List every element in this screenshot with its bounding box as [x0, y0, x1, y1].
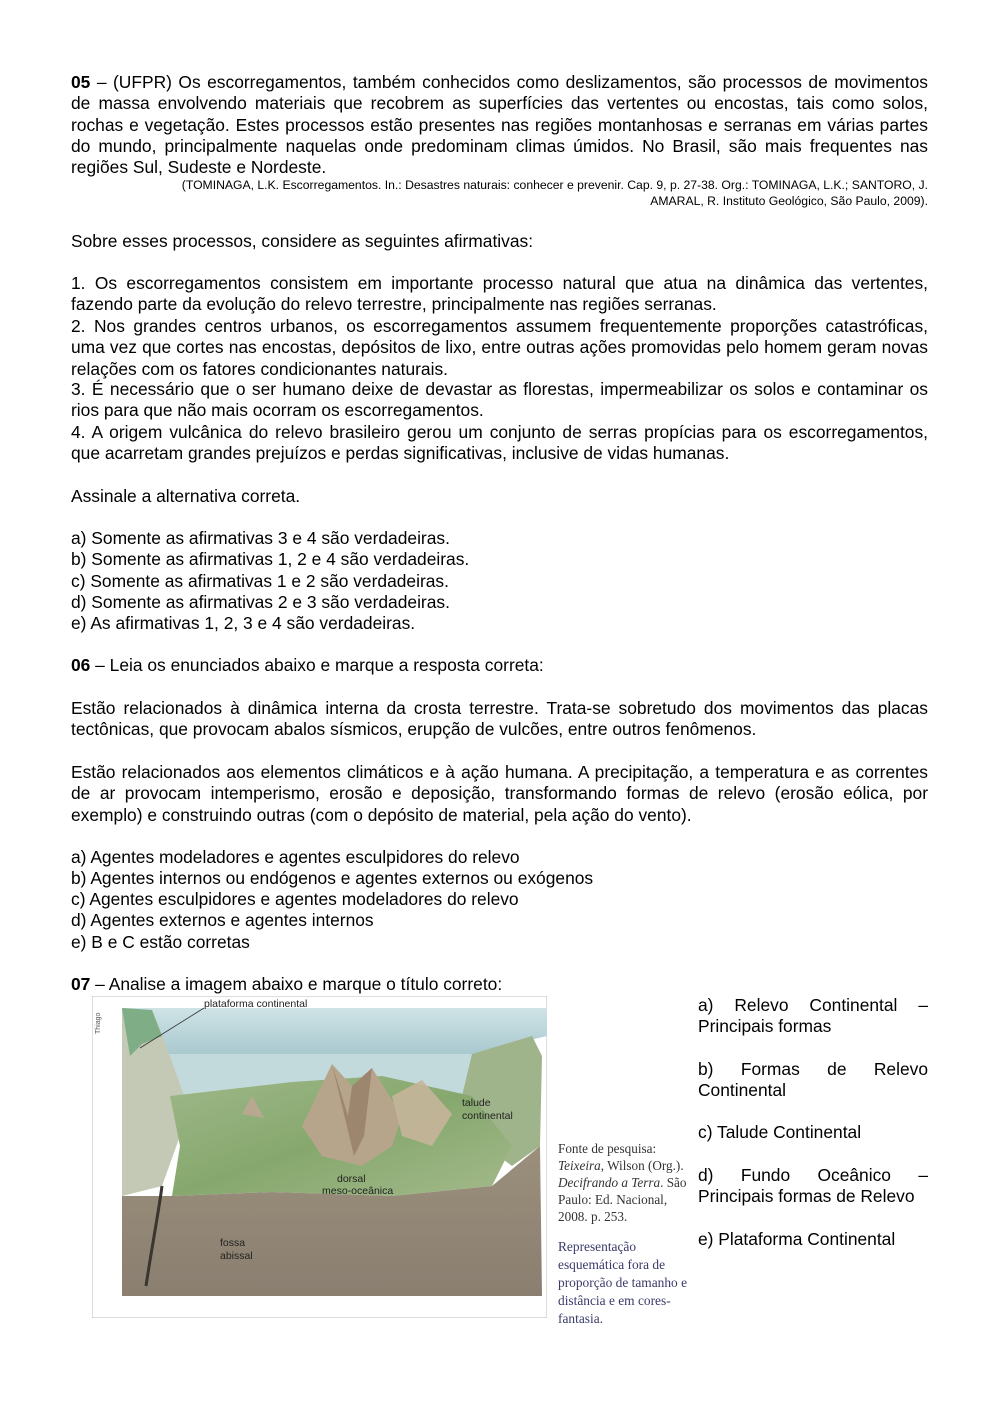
label-fossa-1: fossa: [220, 1237, 246, 1249]
side-credit: Thiago: [95, 1012, 102, 1034]
label-talude-1: talude: [462, 1097, 491, 1109]
q06-paragraph-2: Estão relacionados aos elementos climáticos e à ação humana. A precipitação, a temperatura e as correntes de ar provocam intemperismo, erosão e deposição, transformando formas de relevo (erosão eólica, por exemplo) e construindo outras (com o depósito de material, pela ação do vento).: [71, 762, 928, 825]
label-fossa-2: abissal: [220, 1250, 253, 1262]
q05-statement-4: 4. A origem vulcânica do relevo brasileiro gerou um conjunto de serras propícias para os escorregamentos, que acarretam grandes prejuízos e perdas significativas, inclusive de vidas humanas.: [71, 422, 928, 464]
q06-number: 06: [71, 655, 91, 675]
q05-option-a[interactable]: a) Somente as afirmativas 3 e 4 são verdadeiras.: [71, 528, 450, 548]
q07-option-d[interactable]: d) Fundo Oceânico – Principais formas de Relevo: [698, 1165, 928, 1207]
q05-prompt: Sobre esses processos, considere as seguintes afirmativas:: [71, 231, 534, 251]
q07-statement: 07 – Analise a imagem abaixo e marque o título correto:: [71, 974, 503, 994]
q06-option-d[interactable]: d) Agentes externos e agentes internos: [71, 910, 374, 930]
q05-option-c[interactable]: c) Somente as afirmativas 1 e 2 são verdadeiras.: [71, 571, 449, 591]
q07-option-a[interactable]: a) Relevo Continental – Principais formas: [698, 995, 928, 1037]
label-dorsal-1: dorsal: [337, 1173, 366, 1185]
q07-option-b[interactable]: b) Formas de Relevo Continental: [698, 1059, 928, 1101]
q06-option-c[interactable]: c) Agentes esculpidores e agentes modeladores do relevo: [71, 889, 519, 909]
q05-option-b[interactable]: b) Somente as afirmativas 1, 2 e 4 são verdadeiras.: [71, 549, 470, 569]
q06-statement: 06 – Leia os enunciados abaixo e marque a resposta correta:: [71, 655, 544, 675]
q05-option-d[interactable]: d) Somente as afirmativas 2 e 3 são verdadeiras.: [71, 592, 450, 612]
q07-option-e[interactable]: e) Plataforma Continental: [698, 1229, 896, 1249]
q05-statement-3: 3. É necessário que o ser humano deixe de devastar as florestas, impermeabilizar os solos e contaminar os rios para que não mais ocorram os escorregamentos.: [71, 379, 928, 421]
q06-option-a[interactable]: a) Agentes modeladores e agentes esculpidores do relevo: [71, 847, 520, 867]
label-plataforma: plataforma continental: [204, 998, 308, 1010]
figure-source: Fonte de pesquisa: Teixeira, Wilson (Org.). Decifrando a Terra. São Paulo: Ed. Nacional, 2008. p. 253.: [558, 1141, 687, 1224]
q06-option-b[interactable]: b) Agentes internos ou endógenos e agentes externos ou exógenos: [71, 868, 594, 888]
q05-instruction: Assinale a alternativa correta.: [71, 486, 301, 506]
q05-statement: 05 – (UFPR) Os escorregamentos, também conhecidos como deslizamentos, são processos de movimentos de massa envolvendo materiais que recobrem as superfícies das vertentes ou encostas, tais como solos, rochas e vegetação. Estes processos estão presentes nas regiões montanhosas e serranas em várias partes do mundo, principalmente naquelas onde predominam climas úmidos. No Brasil, são mais frequentes nas regiões Sul, Sudeste e Nordeste.: [71, 72, 928, 178]
q06-paragraph-1: Estão relacionados à dinâmica interna da crosta terrestre. Trata-se sobretudo dos movimentos das placas tectônicas, que provocam abalos sísmicos, erupção de vulcões, entre outros fenômenos.: [71, 698, 928, 740]
q05-statement-2: 2. Nos grandes centros urbanos, os escorregamentos assumem frequentemente proporções catastróficas, uma vez que cortes nas encostas, depósitos de lixo, entre outras ações promovidas pelo homem geram novas relações com os fatores condicionantes naturais.: [71, 316, 928, 379]
ocean-surface: [122, 1008, 547, 1054]
ocean-floor-diagram: [92, 996, 547, 1318]
q07-number: 07: [71, 974, 91, 994]
label-dorsal-2: meso-oceânica: [322, 1185, 394, 1197]
q05-citation: (TOMINAGA, L.K. Escorregamentos. In.: Desastres naturais: conhecer e prevenir. Cap. 9, p. 27-38. Org.: TOMINAGA, L.K.; SANTORO, J. AMARAL, R. Instituto Geológico, São Paulo, 2009).: [181, 178, 928, 208]
q06-option-e[interactable]: e) B e C estão corretas: [71, 932, 250, 952]
q05-option-e[interactable]: e) As afirmativas 1, 2, 3 e 4 são verdadeiras.: [71, 613, 416, 633]
label-talude-2: continental: [462, 1110, 513, 1122]
figure-note: Representação esquemática fora de proporção de tamanho e distância e em cores-fantasia.: [558, 1239, 688, 1326]
q05-statement-1: 1. Os escorregamentos consistem em importante processo natural que atua na dinâmica das vertentes, fazendo parte da evolução do relevo terrestre, principalmente nas regiões serranas.: [71, 273, 928, 315]
q07-option-c[interactable]: c) Talude Continental: [698, 1122, 862, 1142]
q05-number: 05: [71, 72, 91, 92]
